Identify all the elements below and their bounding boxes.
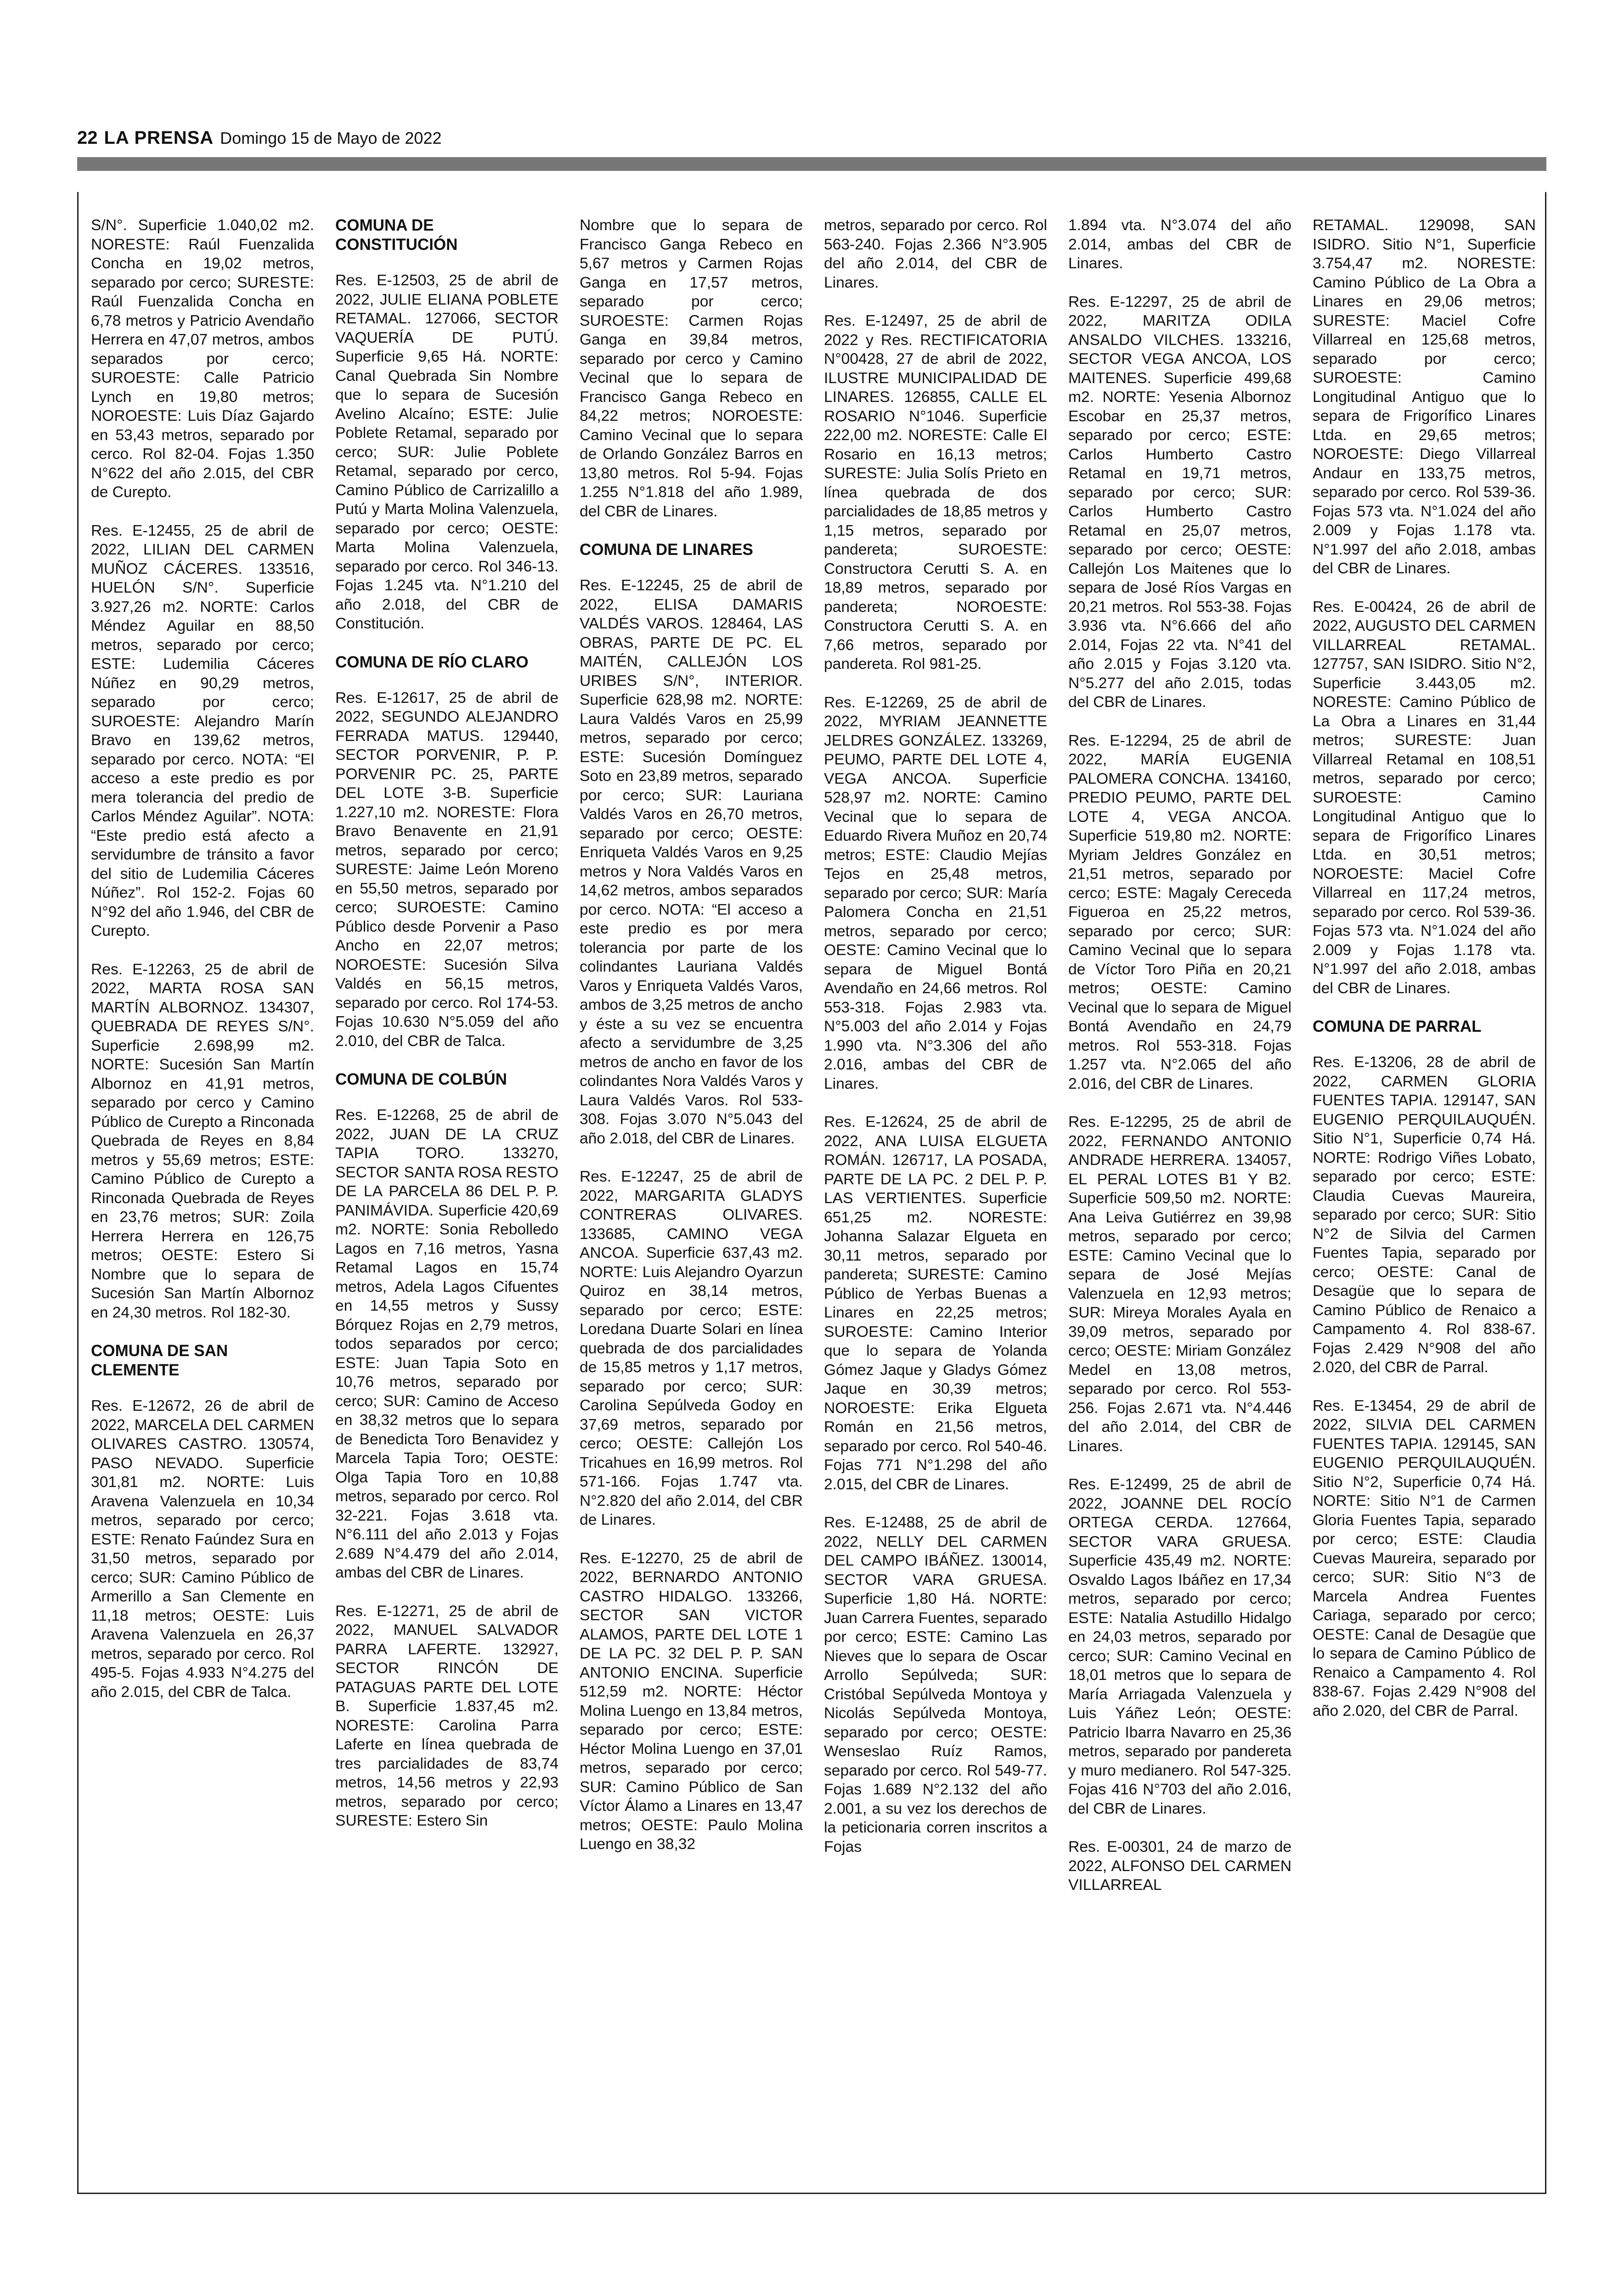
section-heading: COMUNA DE RÍO CLARO [335, 653, 529, 671]
columns [91, 216, 1536, 2187]
column-3 [580, 216, 803, 2187]
notice-paragraph: Res. E-13454, 29 de abril de 2022, SILVIA DEL CARMEN FUENTES TAPIA. 129145, SAN EUGENIO PERQUILAUQUÉN. Sitio N°2, Superficie 0,74 Há. NORTE: Sitio N°1 de Carmen Gloria Fuentes Tapia, separado por cerco; ESTE: Claudia Cuevas Maureira, separado por cerco; SUR: Sitio N°3 de Marcela Andrea Fuentes Cariaga, separado por cerco; OESTE: Canal de Desagüe que lo separa de Camino Público de Renaico a Campamento 4. Rol 838-67. Fojas 2.429 N°908 del año 2.020, del CBR de Parral. [1313, 1397, 1536, 1719]
notice-paragraph: metros, separado por cerco. Rol 563-240. Fojas 2.366 N°3.905 del año 2.014, del CBR de Linares. [824, 217, 1047, 291]
column-4 [824, 216, 1047, 2187]
notice-paragraph: 1.894 vta. N°3.074 del año 2.014, ambas del CBR de Linares. [1068, 217, 1291, 272]
notice-paragraph: Res. E-12268, 25 de abril de 2022, JUAN DE LA CRUZ TAPIA TORO. 133270, SECTOR SANTA ROSA RESTO DE LA PARCELA 86 DEL P. P. PANIMÁVIDA. Superficie 420,69 m2. NORTE: Sonia Rebolledo Lagos en 7,16 metros, Yasna Retamal Lagos en 15,74 metros, Adela Lagos Cifuentes en 14,55 metros y Sussy Bórquez Rojas en 2,79 metros, todos separados por cerco; ESTE: Juan Tapia Soto en 10,76 metros, separado por cerco; SUR: Camino de Acceso en 38,32 metros que lo separa de Benedicta Toro Benavidez y Marcela Tapia Toro; OESTE: Olga Tapia Toro en 10,88 metros, separado por cerco. Rol 32-221. Fojas 3.618 vta. N°6.111 del año 2.013 y Fojas 2.689 N°4.479 del año 2.014, ambas del CBR de Linares. [335, 1107, 558, 1581]
page-number: 22 [77, 128, 98, 148]
section-heading: COMUNA DE PARRAL [1313, 1018, 1482, 1035]
section-heading: COMUNA DE COLBÚN [335, 1070, 507, 1088]
notice-paragraph: Res. E-00424, 26 de abril de 2022, AUGUSTO DEL CARMEN VILLARREAL RETAMAL. 127757, SAN ISIDRO. Sitio N°2, Superficie 3.443,05 m2. NORESTE: Camino Público de La Obra a Linares en 31,44 metros; SURESTE: Juan Villarreal Retamal en 108,51 metros, separado por cerco; SUROESTE: Camino Longitudinal Antiguo que lo separa de Frigorífico Linares Ltda. en 30,51 metros; NOROESTE: Maciel Cofre Villarreal en 117,24 metros, separado por cerco. Rol 539-36. Fojas 573 vta. N°1.024 del año 2.009 y Fojas 1.178 vta. N°1.997 del año 2.018, ambas del CBR de Linares. [1313, 598, 1536, 997]
notice-paragraph: Res. E-00301, 24 de marzo de 2022, ALFONSO DEL CARMEN VILLARREAL [1068, 1838, 1291, 1894]
notice-paragraph: Res. E-12294, 25 de abril de 2022, MARÍA EUGENIA PALOMERA CONCHA. 134160, PREDIO PEUMO, PARTE DEL LOTE 4, VEGA ANCOA. Superficie 519,80 m2. NORTE: Myriam Jeldres González en 21,51 metros, separado por cerco; ESTE: Magaly Cereceda Figueroa en 25,22 metros, separado por cerco; SUR: Camino Vecinal que lo separa de Víctor Toro Piña en 20,21 metros; OESTE: Camino Vecinal que lo separa de Miguel Bontá Avendaño en 24,79 metros. Rol 553-318. Fojas 1.257 vta. N°2.065 del año 2.016, del CBR de Linares. [1068, 732, 1291, 1092]
notice-paragraph: Nombre que lo separa de Francisco Ganga Rebeco en 5,67 metros y Carmen Rojas Ganga en 17,57 metros, separado por cerco; SUROESTE: Carmen Rojas Ganga en 39,84 metros, separado por cerco y Camino Vecinal que lo separa de Francisco Ganga Rebeco en 84,22 metros; NOROESTE: Camino Vecinal que lo separa de Orlando González Barros en 13,80 metros. Rol 5-94. Fojas 1.255 N°1.818 del año 1.989, del CBR de Linares. [580, 217, 803, 520]
notice-paragraph: Res. E-12497, 25 de abril de 2022 y Res. RECTIFICATORIA N°00428, 27 de abril de 2022, ILUSTRE MUNICIPALIDAD DE LINARES. 126855, CALLE EL ROSARIO N°1046. Superficie 222,00 m2. NORESTE: Calle El Rosario en 16,13 metros; SURESTE: Julia Solís Prieto en línea quebrada de dos parcialidades de 18,85 metros y 1,15 metros, separado por pandereta; SUROESTE: Constructora Cerutti S. A. en 18,89 metros, separado por pandereta; NOROESTE: Constructora Cerutti S. A. en 7,66 metros, separado por pandereta. Rol 981-25. [824, 312, 1047, 673]
notice-paragraph: S/N°. Superficie 1.040,02 m2. NORESTE: Raúl Fuenzalida Concha en 19,02 metros, separado por cerco; SURESTE: Raúl Fuenzalida Concha en 6,78 metros y Patricio Avendaño Herrera en 47,07 metros, ambos separados por cerco; SUROESTE: Calle Patricio Lynch en 19,80 metros; NOROESTE: Luis Díaz Gajardo en 53,43 metros, separado por cerco. Rol 82-04. Fojas 1.350 N°622 del año 2.015, del CBR de Curepto. [91, 217, 314, 501]
notice-paragraph: RETAMAL. 129098, SAN ISIDRO. Sitio N°1, Superficie 3.754,47 m2. NORESTE: Camino Público de La Obra a Linares en 29,06 metros; SURESTE: Maciel Cofre Villarreal en 125,68 metros, separado por cerco; SUROESTE: Camino Longitudinal Antiguo que lo separa de Frigorífico Linares Ltda. en 29,65 metros; NOROESTE: Diego Villarreal Andaur en 133,75 metros, separado por cerco. Rol 539-36. Fojas 573 vta. N°1.024 del año 2.009 y Fojas 1.178 vta. N°1.997 del año 2.018, ambas del CBR de Linares. [1313, 217, 1536, 577]
notice-paragraph: Res. E-12455, 25 de abril de 2022, LILIAN DEL CARMEN MUÑOZ CÁCERES. 133516, HUELÓN S/N°. Superficie 3.927,26 m2. NORTE: Carlos Méndez Aguilar en 88,50 metros, separado por cerco; ESTE: Ludemilia Cáceres Núñez en 90,29 metros, separado por cerco; SUROESTE: Alejandro Marín Bravo en 139,62 metros, separado por cerco. NOTA: “El acceso a este predio es por mera tolerancia del predio de Carlos Méndez Aguilar”. NOTA: “Este predio está afecto a servidumbre de tránsito a favor del sitio de Ludemilia Cáceres Núñez”. Rol 152-2. Fojas 60 N°92 del año 1.946, del CBR de Curepto. [91, 522, 314, 939]
column-5 [1068, 216, 1291, 2187]
notice-paragraph: Res. E-12270, 25 de abril de 2022, BERNARDO ANTONIO CASTRO HIDALGO. 133266, SECTOR SAN VICTOR ALAMOS, PARTE DEL LOTE 1 DE LA PC. 32 DEL P. P. SAN ANTONIO ENCINA. Superficie 512,59 m2. NORTE: Héctor Molina Luengo en 13,84 metros, separado por cerco; ESTE: Héctor Molina Luengo en 37,01 metros, separado por cerco; SUR: Camino Público de San Víctor Álamo a Linares en 13,47 metros; OESTE: Paulo Molina Luengo en 38,32 [580, 1549, 803, 1853]
notice-paragraph: Res. E-12503, 25 de abril de 2022, JULIE ELIANA POBLETE RETAMAL. 127066, SECTOR VAQUERÍA DE PUTÚ. Superficie 9,65 Há. NORTE: Canal Quebrada Sin Nombre que lo separa de Sucesión Avelino Alcaíno; ESTE: Julie Poblete Retamal, separado por cerco; SUR: Julie Poblete Retamal, separado por cerco, Camino Público de Carrizalillo a Putú y Marta Molina Valenzuela, separado por cerco; OESTE: Marta Molina Valenzuela, separado por cerco. Rol 346-13. Fojas 1.245 vta. N°1.210 del año 2.018, del CBR de Constitución. [335, 272, 558, 632]
header-rule [77, 157, 1546, 171]
notice-paragraph: Res. E-12499, 25 de abril de 2022, JOANNE DEL ROCÍO ORTEGA CERDA. 127664, SECTOR VARA GRUESA. Superficie 435,49 m2. NORTE: Osvaldo Lagos Ibáñez en 17,34 metros, separado por cerco; ESTE: Natalia Astudillo Hidalgo en 24,03 metros, separado por cerco; SUR: Camino Vecinal en 18,01 metros que lo separa de María Arriagada Valenzuela y Luis Yáñez León; OESTE: Patricio Ibarra Navarro en 25,36 metros, separado por pandereta y muro medianero. Rol 547-325. Fojas 416 N°703 del año 2.016, del CBR de Linares. [1068, 1476, 1291, 1817]
section-heading: COMUNA DE SAN CLEMENTE [91, 1342, 228, 1379]
publication-date: Domingo 15 de Mayo de 2022 [220, 129, 442, 147]
notice-paragraph: Res. E-12617, 25 de abril de 2022, SEGUNDO ALEJANDRO FERRADA MATUS. 129440, SECTOR PORVENIR, P. P. PORVENIR PC. 25, PARTE DEL LOTE 3-B. Superficie 1.227,10 m2. NORESTE: Flora Bravo Benavente en 21,91 metros, separado por cerco; SURESTE: Jaime León Moreno en 55,50 metros, separado por cerco; SUROESTE: Camino Público desde Porvenir a Paso Ancho en 22,07 metros; NOROESTE: Sucesión Silva Valdés en 56,15 metros, separado por cerco. Rol 174-53. Fojas 10.630 N°5.059 del año 2.010, del CBR de Talca. [335, 689, 558, 1050]
notice-paragraph: Res. E-12297, 25 de abril de 2022, MARITZA ODILA ANSALDO VILCHES. 133216, SECTOR VEGA ANCOA, LOS MAITENES. Superficie 499,68 m2. NORTE: Yesenia Albornoz Escobar en 25,37 metros, separado por cerco; ESTE: Carlos Humberto Castro Retamal en 19,71 metros, separado por cerco; SUR: Carlos Humberto Castro Retamal en 25,07 metros, separado por cerco; OESTE: Callejón Los Maitenes que lo separa de José Ríos Vargas en 20,21 metros. Rol 553-38. Fojas 3.936 vta. N°6.666 del año 2.014, Fojas 22 vta. N°41 del año 2.015 y Fojas 3.120 vta. N°5.277 del año 2.015, todas del CBR de Linares. [1068, 293, 1291, 711]
notice-paragraph: Res. E-12624, 25 de abril de 2022, ANA LUISA ELGUETA ROMÁN. 126717, LA POSADA, PARTE DE LA PC. 2 DEL P. P. LAS VERTIENTES. Superficie 651,25 m2. NORESTE: Johanna Salazar Elgueta en 30,11 metros, separado por pandereta; SURESTE: Camino Público de Yerbas Buenas a Linares en 22,25 metros; SUROESTE: Camino Interior que lo separa de Yolanda Gómez Jaque y Gladys Gómez Jaque en 30,39 metros; NOROESTE: Erika Elgueta Román en 21,56 metros, separado por cerco. Rol 540-46. Fojas 771 N°1.298 del año 2.015, del CBR de Linares. [824, 1114, 1047, 1493]
section-heading: COMUNA DE LINARES [580, 541, 753, 559]
column-6 [1313, 216, 1536, 2187]
column-2 [335, 216, 558, 2187]
notice-paragraph: Res. E-12488, 25 de abril de 2022, NELLY DEL CARMEN DEL CAMPO IBÁÑEZ. 130014, SECTOR VARA GRUESA. Superficie 1,80 Há. NORTE: Juan Carrera Fuentes, separado por cerco; ESTE: Camino Las Nieves que lo separa de Oscar Arrollo Sepúlveda; SUR: Cristóbal Sepúlveda Montoya y Nicolás Sepúlveda Montoya, separado por cerco; OESTE: Wenseslao Ruíz Ramos, separado por cerco. Rol 549-77. Fojas 1.689 N°2.132 del año 2.001, a su vez los derechos de la peticionaria corren inscritos a Fojas [824, 1514, 1047, 1855]
newspaper-name: LA PRENSA [104, 128, 214, 148]
section-heading: COMUNA DE CONSTITUCIÓN [335, 216, 458, 254]
column-1 [91, 216, 314, 2187]
notice-paragraph: Res. E-12672, 26 de abril de 2022, MARCELA DEL CARMEN OLIVARES CASTRO. 130574, PASO NEVADO. Superficie 301,81 m2. NORTE: Luis Aravena Valenzuela en 10,34 metros, separado por cerco; ESTE: Renato Faúndez Sura en 31,50 metros, separado por cerco; SUR: Camino Público de Armerillo a San Clemente en 11,18 metros; OESTE: Luis Aravena Valenzuela en 26,37 metros, separado por cerco. Rol 495-5. Fojas 4.933 N°4.275 del año 2.015, del CBR de Talca. [91, 1397, 314, 1701]
notice-paragraph: Res. E-12247, 25 de abril de 2022, MARGARITA GLADYS CONTRERAS OLIVARES. 133685, CAMINO VEGA ANCOA. Superficie 637,43 m2. NORTE: Luis Alejandro Oyarzun Quiroz en 38,14 metros, separado por cerco; ESTE: Loredana Duarte Solari en línea quebrada de dos parcialidades de 15,85 metros y 1,17 metros, separado por cerco; SUR: Carolina Sepúlveda Godoy en 37,69 metros, separado por cerco; OESTE: Callejón Los Tricahues en 16,99 metros. Rol 571-166. Fojas 1.747 vta. N°2.820 del año 2.014, del CBR de Linares. [580, 1168, 803, 1528]
notice-paragraph: Res. E-12271, 25 de abril de 2022, MANUEL SALVADOR PARRA LAFERTE. 132927, SECTOR RINCÓN DE PATAGUAS PARTE DEL LOTE B. Superficie 1.837,45 m2. NORESTE: Carolina Parra Laferte en línea quebrada de tres parcialidades de 83,74 metros, 14,56 metros y 22,93 metros, separado por cerco; SURESTE: Estero Sin [335, 1602, 558, 1829]
notice-paragraph: Res. E-12269, 25 de abril de 2022, MYRIAM JEANNETTE JELDRES GONZÁLEZ. 133269, PEUMO, PARTE DEL LOTE 4, VEGA ANCOA. Superficie 528,97 m2. NORTE: Camino Vecinal que lo separa de Eduardo Rivera Muñoz en 20,74 metros; ESTE: Claudio Mejías Tejos en 25,48 metros, separado por cerco; SUR: María Palomera Concha en 21,51 metros, separado por cerco; OESTE: Camino Vecinal que lo separa de Miguel Bontá Avendaño en 24,66 metros. Rol 553-318. Fojas 2.983 vta. N°5.003 del año 2.014 y Fojas 1.990 vta. N°3.306 del año 2.016, ambas del CBR de Linares. [824, 694, 1047, 1092]
notice-paragraph: Res. E-12245, 25 de abril de 2022, ELISA DAMARIS VALDÉS VAROS. 128464, LAS OBRAS, PARTE DE PC. EL MAITÉN, CALLEJÓN LOS URIBES S/N°, INTERIOR. Superficie 628,98 m2. NORTE: Laura Valdés Varos en 25,99 metros, separado por cerco; ESTE: Sucesión Domínguez Soto en 23,89 metros, separado por cerco; SUR: Lauriana Valdés Varos en 26,70 metros, separado por cerco; OESTE: Enriqueta Valdés Varos en 9,25 metros y Nora Valdés Varos en 14,62 metros, ambos separados por cerco. NOTA: “El acceso a este predio es por mera tolerancia por parte de los colindantes Lauriana Valdés Varos y Enriqueta Valdés Varos, ambos de 3,25 metros de ancho y éste a su vez se encuentra afecto a servidumbre de 3,25 metros de ancho en favor de los colindantes Nora Valdés Varos y Laura Valdés Varos. Rol 533-308. Fojas 3.070 N°5.043 del año 2.018, del CBR de Linares. [580, 577, 803, 1147]
notice-paragraph: Res. E-12295, 25 de abril de 2022, FERNANDO ANTONIO ANDRADE HERRERA. 134057, EL PERAL LOTES B1 Y B2. Superficie 509,50 m2. NORTE: Ana Leiva Gutiérrez en 39,98 metros, separado por cerco; ESTE: Camino Vecinal que lo separa de José Mejías Valenzuela en 12,93 metros; SUR: Mireya Morales Ayala en 39,09 metros, separado por cerco; OESTE: Miriam González Medel en 13,08 metros, separado por cerco. Rol 553-256. Fojas 2.671 vta. N°4.446 del año 2.014, del CBR de Linares. [1068, 1114, 1291, 1455]
notice-paragraph: Res. E-13206, 28 de abril de 2022, CARMEN GLORIA FUENTES TAPIA. 129147, SAN EUGENIO PERQUILAUQUÉN. Sitio N°1, Superficie 0,74 Há. NORTE: Rodrigo Viñes Lobato, separado por cerco; ESTE: Claudia Cuevas Maureira, separado por cerco; SUR: Sitio N°2 de Silvia del Carmen Fuentes Tapia, separado por cerco; OESTE: Canal de Desagüe que lo separa de Camino Público de Renaico a Campamento 4. Rol 838-67. Fojas 2.429 N°908 del año 2.020, del CBR de Parral. [1313, 1054, 1536, 1376]
page-header [77, 128, 441, 155]
notice-paragraph: Res. E-12263, 25 de abril de 2022, MARTA ROSA SAN MARTÍN ALBORNOZ. 134307, QUEBRADA DE REYES S/N°. Superficie 2.698,99 m2. NORTE: Sucesión San Martín Albornoz en 41,91 metros, separado por cerco y Camino Público de Curepto a Rinconada Quebrada de Reyes en 8,84 metros y 55,69 metros; ESTE: Camino Público de Curepto a Rinconada Quebrada de Reyes en 23,76 metros; SUR: Zoila Herrera Herrera en 126,75 metros; OESTE: Estero Si Nombre que lo separa de Sucesión San Martín Albornoz en 24,30 metros. Rol 182-30. [91, 961, 314, 1321]
